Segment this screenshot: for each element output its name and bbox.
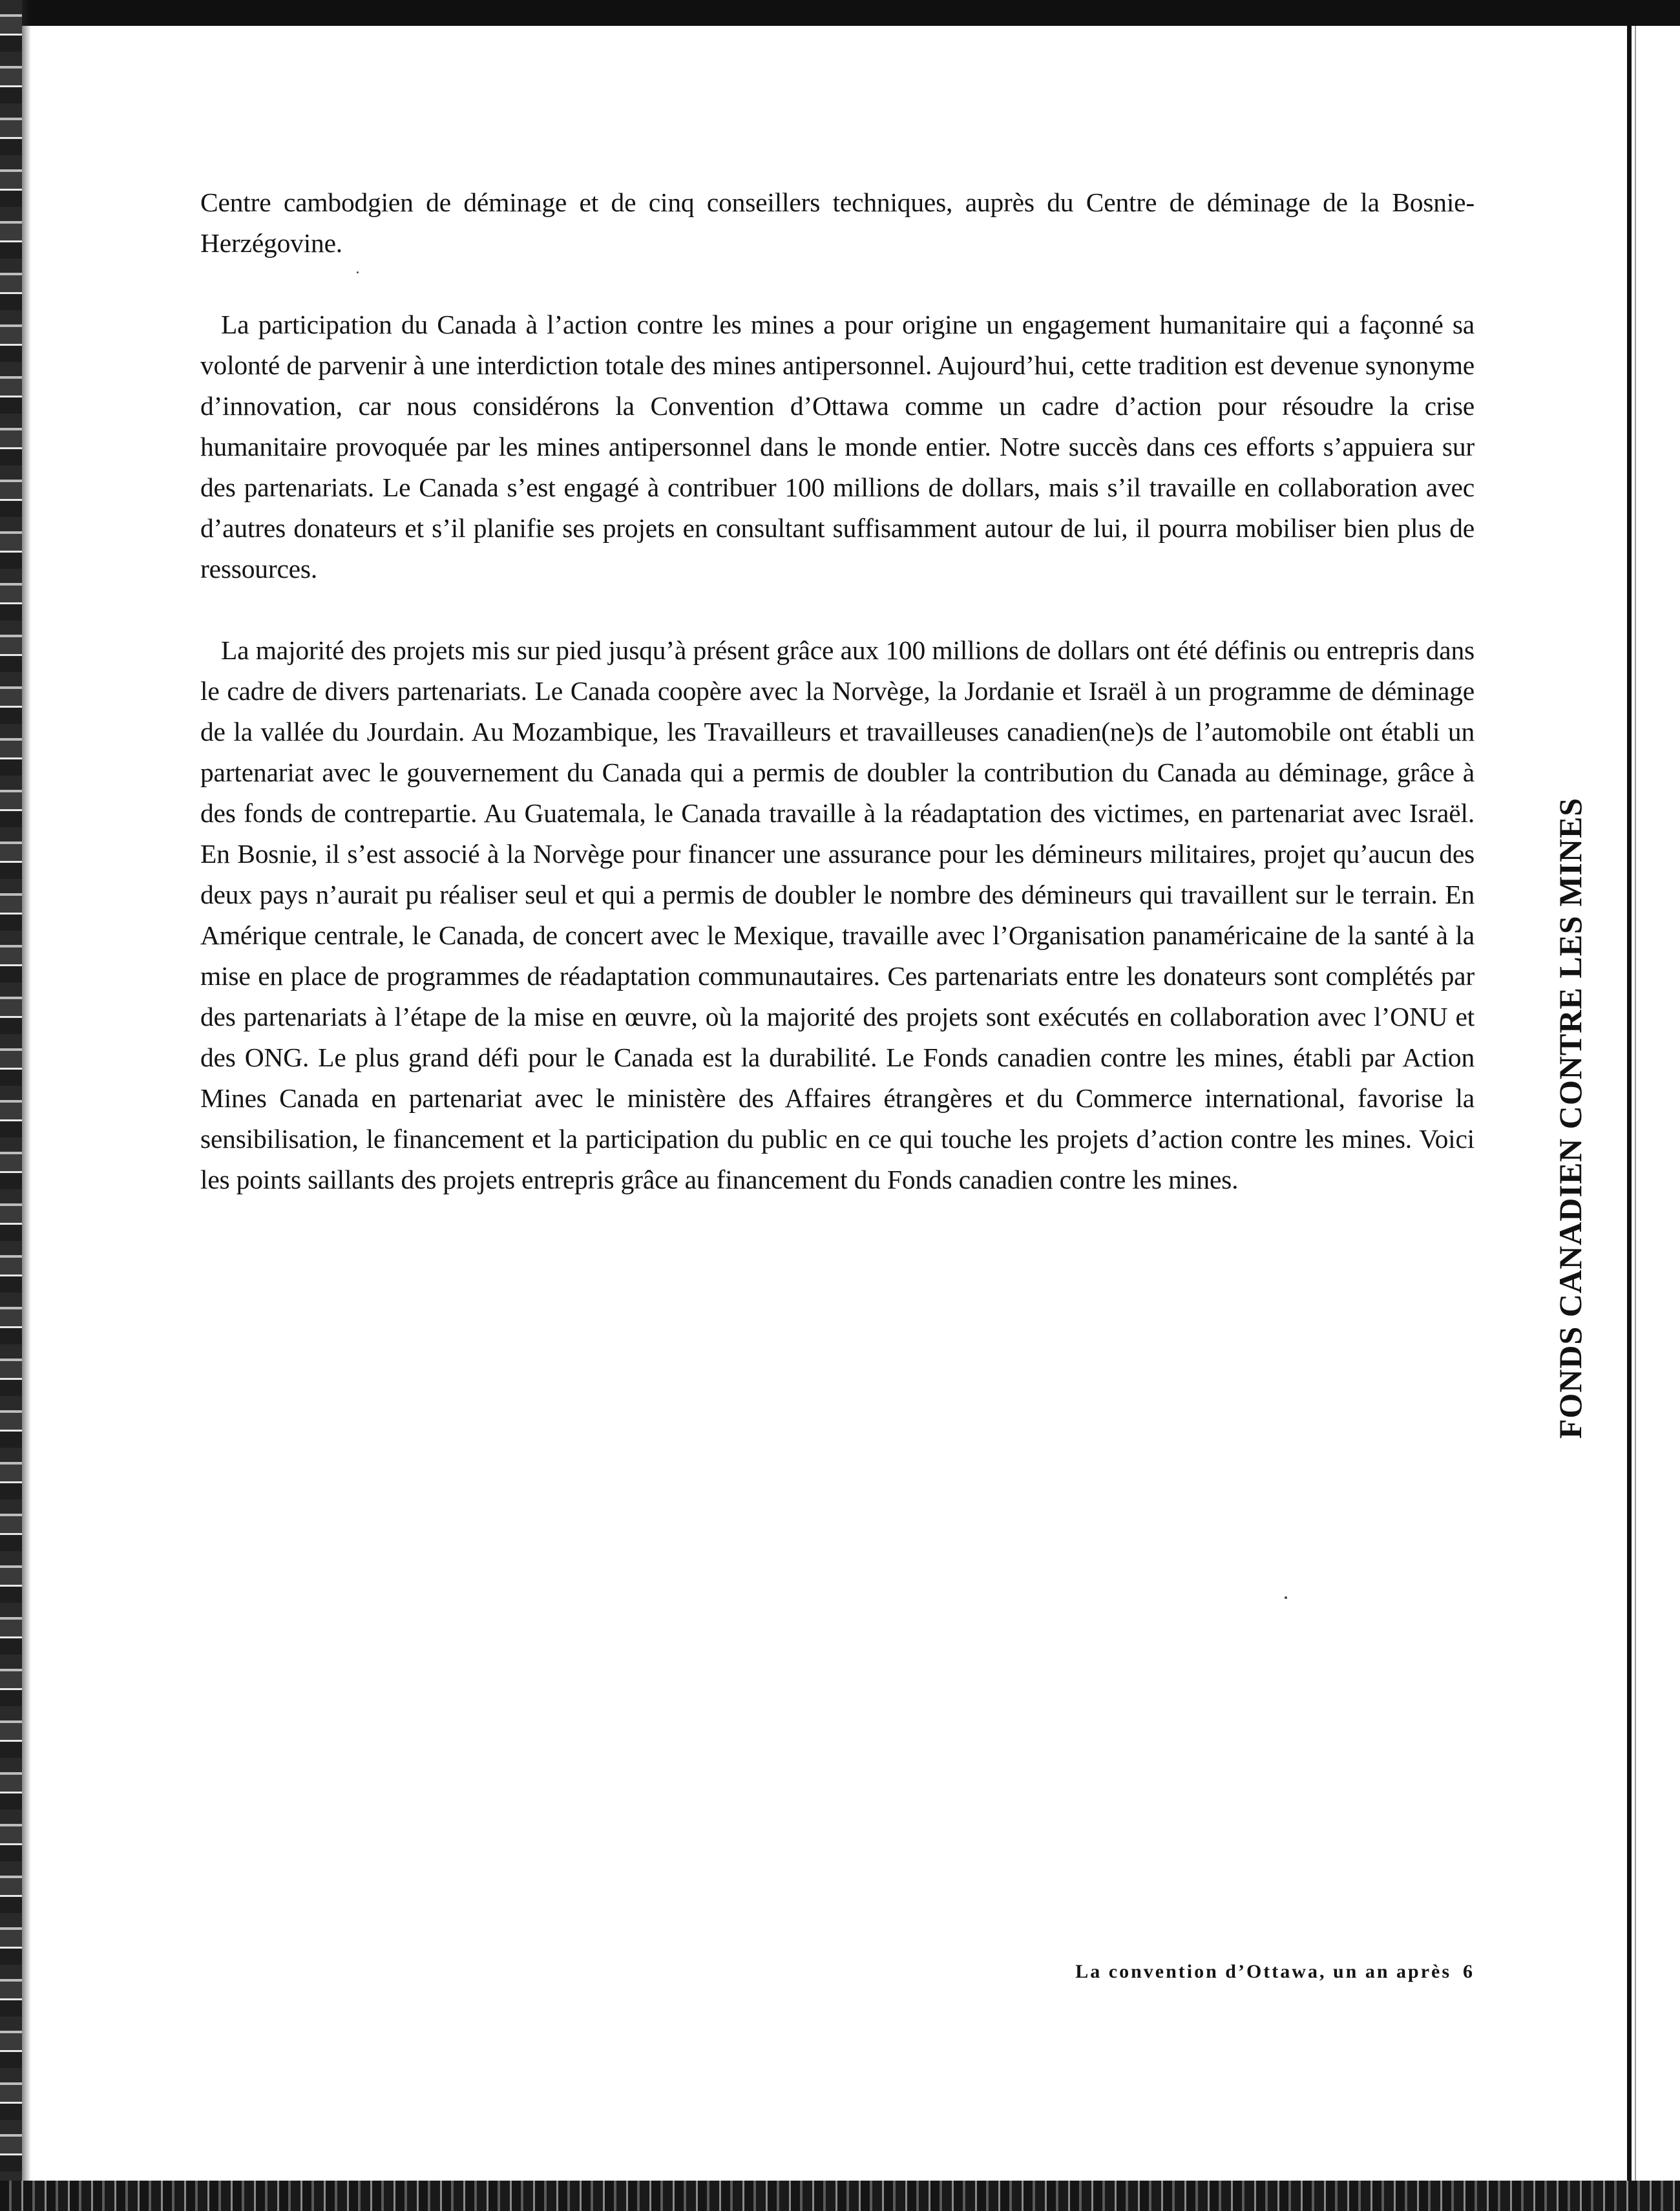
scan-edge-right-thin <box>1635 26 1636 2181</box>
paragraph-participation: La participation du Canada à l’action contre les mines a pour origine un engagement humanitaire qui a façonné sa volonté de parvenir à une interdiction totale des mines antipersonnel. Aujourd’hui, cette tradition est devenue synonyme d’innovation, car nous considérons la Convention d’Ottawa comme un cadre d’action pour résoudre la crise humanitaire provoquée par les mines antipersonnel dans le monde entier. Notre succès dans ces efforts s’appuiera sur des partenariats. Le Canada s’est engagé à contribuer 100 millions de dollars, mais s’il travaille en collaboration avec d’autres donateurs et s’il planifie ses projets en consultant suffisamment autour de lui, il pourra mobiliser bien plus de ressources. <box>200 310 1475 584</box>
side-title <box>1525 743 1615 1493</box>
scan-edge-left-shadow <box>22 0 31 2211</box>
paragraph-partnerships: La majorité des projets mis sur pied jusqu’à présent grâce aux 100 millions de dollars ont été définis ou entrepris dans le cadre de divers partenariats. Le Canada coopère avec la Norvège, la Jordanie et Israël à un programme de déminage de la vallée du Jourdain. Au Mozambique, les Travailleurs et travailleuses canadien(ne)s de l’automobile ont établi un partenariat avec le gouvernement du Canada qui a permis de doubler la contribution du Canada au déminage, grâce à des fonds de contrepartie. Au Guatemala, le Canada travaille à la réadaptation des victimes, en partenariat avec Israël. En Bosnie, il s’est associé à la Norvège pour financer une assurance pour les démineurs militaires, projet qu’aucun des deux pays n’aurait pu réaliser seul et qui a permis de doubler le nombre des démineurs qui travaillent sur le terrain. En Amérique centrale, le Canada, de concert avec le Mexique, travaille avec l’Organisation panaméricaine de la santé à la mise en place de programmes de réadaptation communautaires. Ces partenariats entre les donateurs sont complétés par des partenariats à l’étape de la mise en œuvre, où la majorité des projets sont exécutés en collaboration avec l’ONU et des ONG. Le plus grand défi pour le Canada est la durabilité. Le Fonds canadien contre les mines, établi par Action Mines Canada en partenariat avec le ministère des Affaires étrangères et du Commerce international, favorise la sensibilisation, le financement et la participation du public en ce qui touche les projets d’action contre les mines. Voici les points saillants des projets entrepris grâce au financement du Fonds canadien contre les mines. <box>200 635 1475 1194</box>
document-body <box>200 182 1475 1241</box>
running-title: La convention d’Ottawa, un an après <box>1075 1961 1451 1982</box>
page-footer <box>775 1961 1475 1983</box>
scan-speck <box>357 271 359 273</box>
scan-edge-right <box>1627 26 1632 2181</box>
paragraph-continued: Centre cambodgien de déminage et de cinq conseillers techniques, auprès du Centre de déminage de la Bosnie-Herzégovine. <box>200 187 1475 258</box>
side-title-text: FONDS CANADIEN CONTRE LES MINES <box>1552 797 1588 1439</box>
scan-speck <box>1285 1596 1287 1599</box>
scan-edge-left <box>0 0 22 2211</box>
scan-edge-top <box>0 0 1680 26</box>
page-number: 6 <box>1463 1961 1475 1982</box>
scan-edge-bottom <box>0 2181 1680 2211</box>
